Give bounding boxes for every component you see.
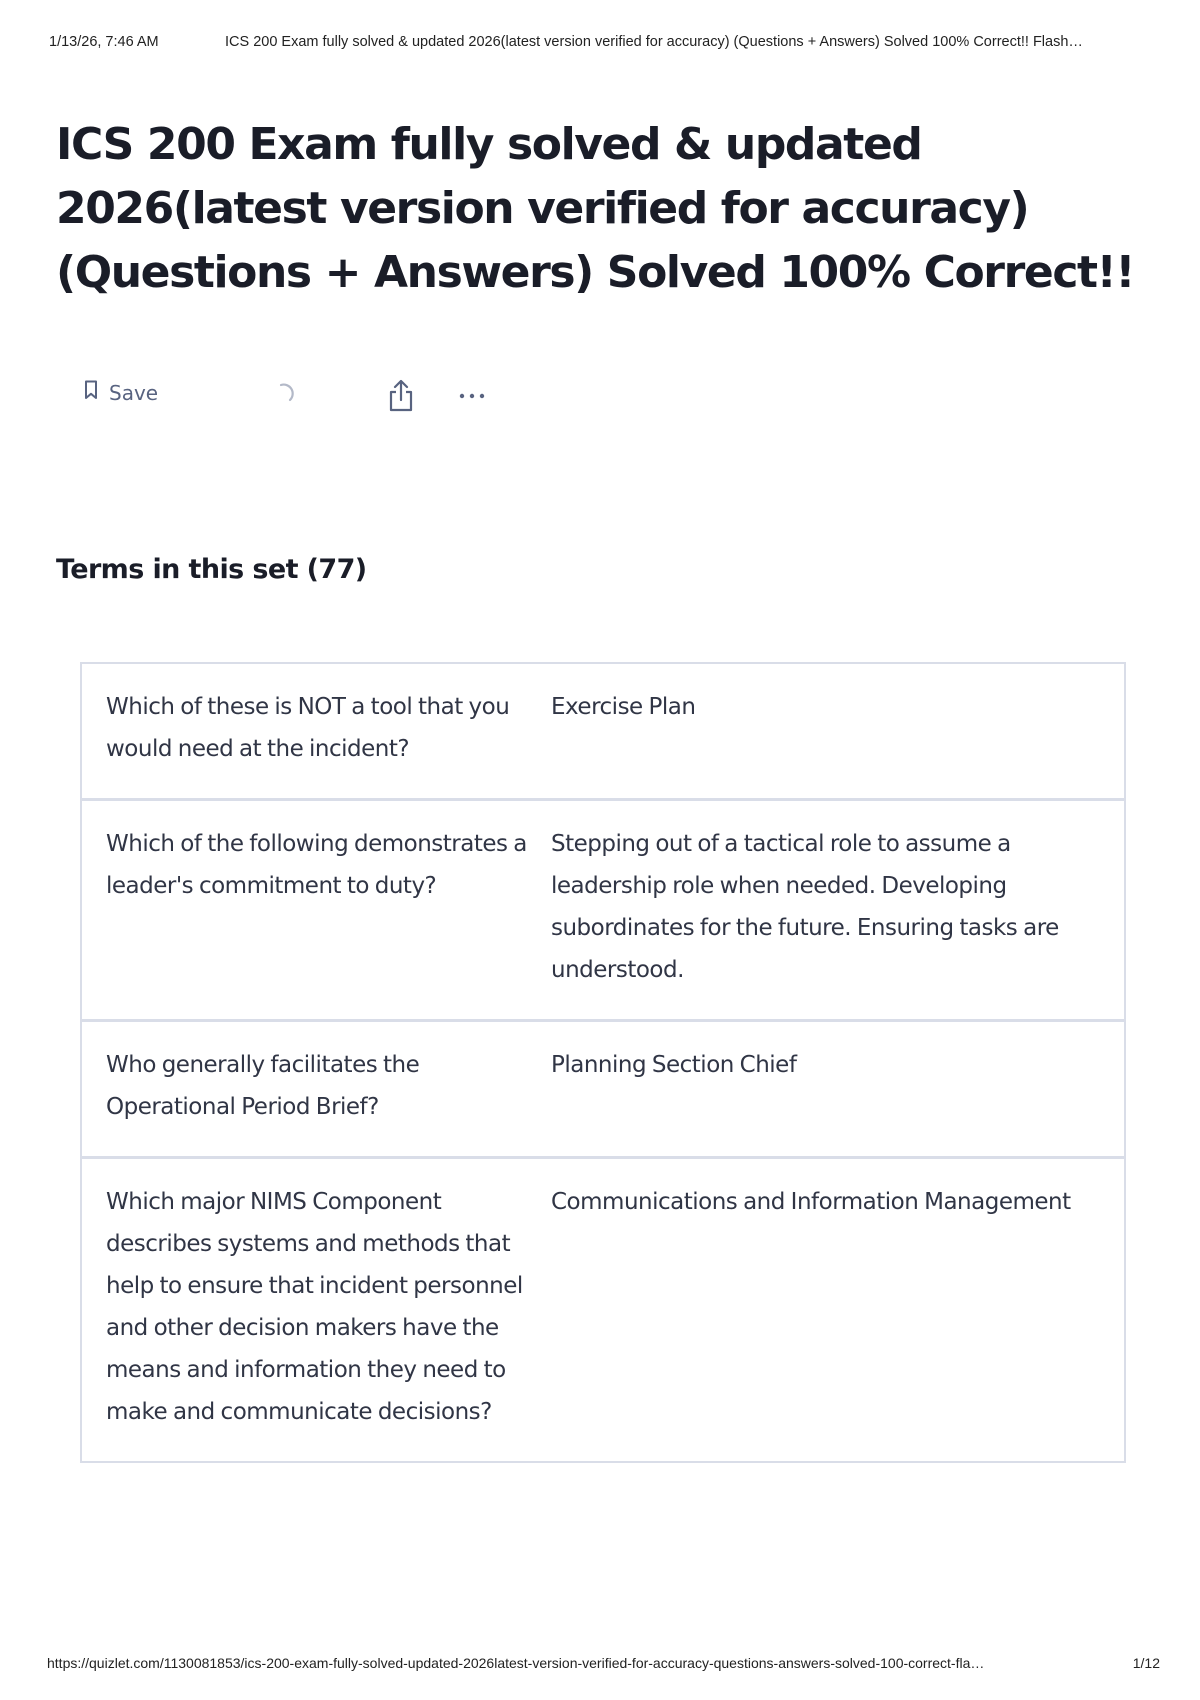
print-url: https://quizlet.com/1130081853/ics-200-exam-fully-solved-updated-2026latest-version-verified-for-accuracy-questions-answers-solved-100-correct-fla… <box>47 1655 985 1671</box>
card-definition: Stepping out of a tactical role to assume a leadership role when needed. Developing subordinates for the future. Ensuring tasks are understood. <box>551 831 1059 983</box>
more-options-icon[interactable] <box>457 378 487 417</box>
card-term: Who generally facilitates the Operational Period Brief? <box>106 1052 420 1120</box>
save-label: Save <box>109 380 159 405</box>
card-term: Which major NIMS Component describes systems and methods that help to ensure that incident personnel and other decision makers have the means and information they need to make and communicate decisions? <box>106 1189 523 1425</box>
card-term: Which of these is NOT a tool that you would need at the incident? <box>106 694 510 762</box>
card-definition: Communications and Information Management <box>551 1189 1071 1215</box>
set-title: ICS 200 Exam fully solved & updated 2026(latest version verified for accuracy) (Questions + Answers) Solved 100% Correct!! <box>56 119 1134 298</box>
term-cards-list <box>80 662 1126 1463</box>
save-button[interactable] <box>84 380 158 405</box>
card-definition: Planning Section Chief <box>551 1052 797 1078</box>
term-card <box>82 1159 1124 1461</box>
term-card <box>82 801 1124 1022</box>
print-datetime: 1/13/26, 7:46 AM <box>49 34 159 50</box>
card-term: Which of the following demonstrates a leader's commitment to duty? <box>106 831 527 899</box>
print-page-title: ICS 200 Exam fully solved & updated 2026(latest version verified for accuracy) (Questions + Answers) Solved 100% Correct!! Flash… <box>225 34 1083 50</box>
term-card <box>82 1022 1124 1159</box>
term-card <box>82 664 1124 801</box>
print-header <box>49 34 1159 50</box>
page-number: 1/12 <box>1132 1655 1160 1671</box>
set-toolbar <box>84 378 504 418</box>
terms-count-heading: Terms in this set (77) <box>56 554 367 585</box>
share-icon[interactable] <box>387 378 415 417</box>
print-footer <box>47 1655 1160 1671</box>
loading-spinner-icon <box>272 381 298 412</box>
card-definition: Exercise Plan <box>551 694 696 720</box>
bookmark-icon <box>84 380 98 405</box>
